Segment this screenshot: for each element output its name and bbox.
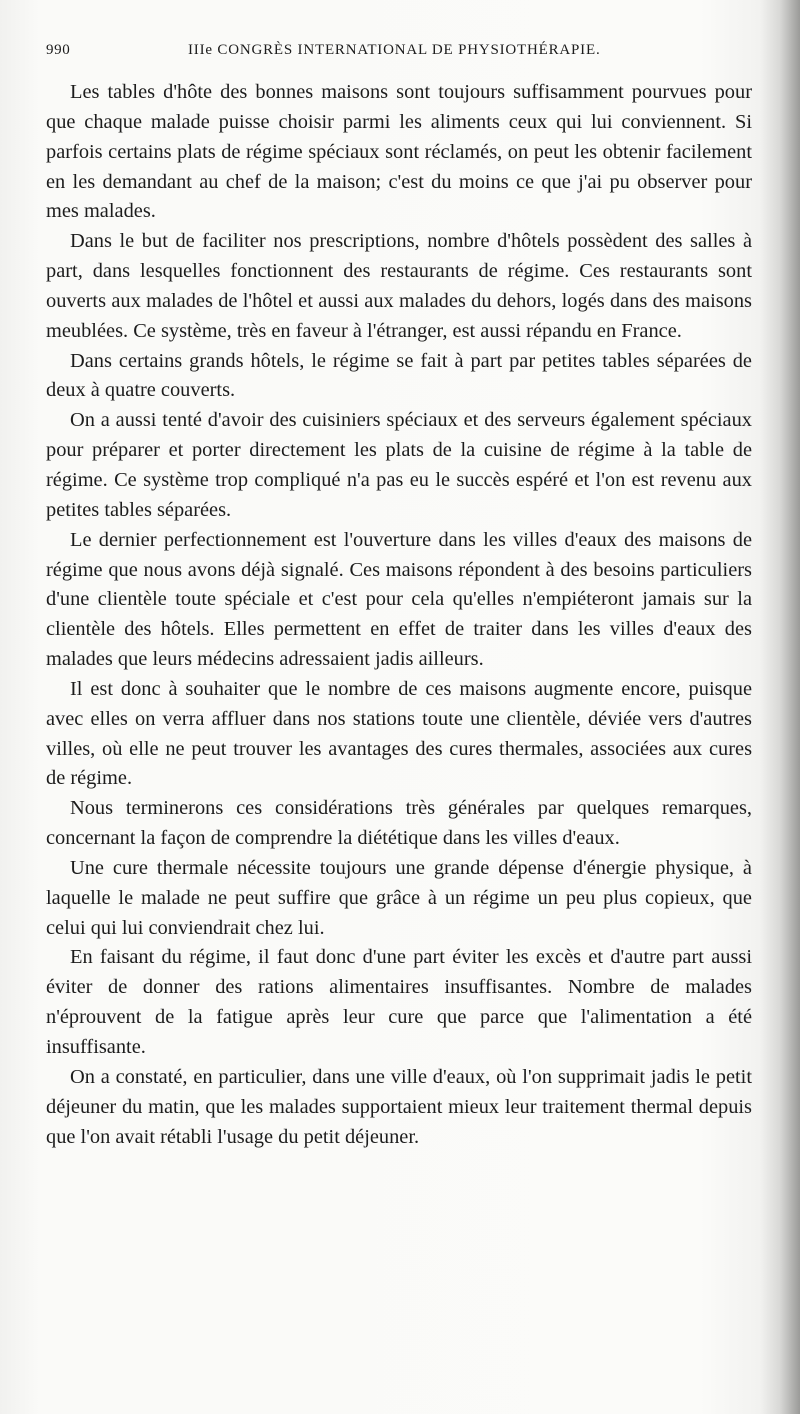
- paragraph-10: On a constaté, en particulier, dans une ville d'eaux, où l'on supprimait jadis le petit déjeuner du matin, que les malades supportaient mieux leur traitement thermal depuis que l'on avait rétabli l'usage du petit déjeuner.: [46, 1065, 752, 1148]
- paragraph-9: En faisant du régime, il faut donc d'une part éviter les excès et d'autre part aussi éviter de donner des rations alimentaires insuffisantes. Nombre de malades n'éprouvent de la fatigue après leur cure que parce que l'alimentation a été insuffisante.: [46, 946, 752, 1058]
- paragraph-8: Une cure thermale nécessite toujours une grande dépense d'énergie physique, à laquelle le malade ne peut suffire que grâce à un régime un peu plus copieux, que celui qui lui conviendrait chez lui.: [46, 856, 752, 939]
- paragraph-7: Nous terminerons ces considérations très générales par quelques remarques, concernant la façon de comprendre la diététique dans les villes d'eaux.: [46, 797, 752, 850]
- paragraph-5: Le dernier perfectionnement est l'ouverture dans les villes d'eaux des maisons de régime que nous avons déjà signalé. Ces maisons répondent à des besoins particuliers d'une clientèle toute spéciale et c'est pour cela qu'elles n'empiéteront jamais sur la clientèle des hôtels. Elles permettent en effet de traiter dans les villes d'eaux des malades que leurs médecins adressaient jadis ailleurs.: [46, 528, 752, 671]
- paragraph-1: Les tables d'hôte des bonnes maisons sont toujours suffisamment pourvues pour que chaque malade puisse choisir parmi les aliments ceux qui lui conviennent. Si parfois certains plats de régime spéciaux sont réclamés, on peut les obtenir facilement en les demandant au chef de la maison; c'est du moins ce que j'ai pu observer pour mes malades.: [46, 81, 752, 223]
- body-text: [46, 78, 752, 1152]
- paragraph-6: Il est donc à souhaiter que le nombre de ces maisons augmente encore, puisque avec elles on verra affluer dans nos stations toute une clientèle, déviée vers d'autres villes, où elle ne peut trouver les avantages des cures thermales, associées aux cures de régime.: [46, 677, 752, 790]
- book-page: [46, 38, 752, 1152]
- paragraph-3: Dans certains grands hôtels, le régime se fait à part par petites tables séparées de deux à quatre couverts.: [46, 349, 752, 402]
- running-title: IIIe CONGRÈS INTERNATIONAL DE PHYSIOTHÉRAPIE.: [188, 42, 601, 58]
- paragraph-4: On a aussi tenté d'avoir des cuisiniers spéciaux et des serveurs également spéciaux pour préparer et porter directement les plats de la cuisine de régime à la table de régime. Ce système trop compliqué n'a pas eu le succès espéré et l'on est revenu aux petites tables séparées.: [46, 409, 752, 521]
- paragraph-2: Dans le but de faciliter nos prescriptions, nombre d'hôtels possèdent des salles à part, dans lesquelles fonctionnent des restaurants de régime. Ces restaurants sont ouverts aux malades de l'hôtel et aussi aux malades du dehors, logés dans des maisons meublées. Ce système, très en faveur à l'étranger, est aussi répandu en France.: [46, 230, 752, 342]
- running-header: [46, 38, 752, 62]
- page-number: 990: [46, 42, 71, 58]
